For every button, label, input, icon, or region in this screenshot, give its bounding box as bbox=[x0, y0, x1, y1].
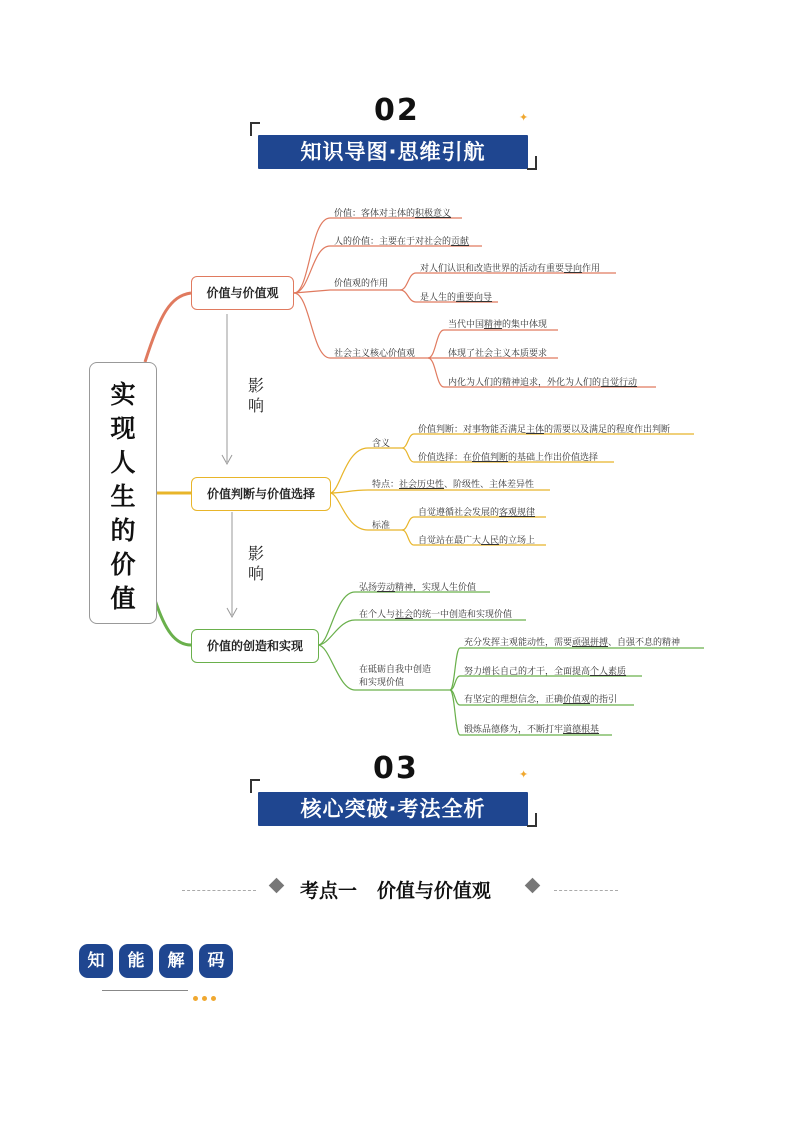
root-char: 实 bbox=[110, 380, 136, 409]
leaf-text: 努力增长自己的才干，全面提高个人素质 bbox=[464, 667, 627, 677]
leaf-text: 自觉遵循社会发展的客观规律 bbox=[418, 508, 536, 518]
leaf-text: 内化为人们的精神追求，外化为人们的自觉行动 bbox=[448, 378, 638, 388]
branch-node-creation: 价值的创造和实现 bbox=[191, 629, 319, 663]
leaf-text: 是人生的重要向导 bbox=[420, 293, 493, 303]
leaf-text: 价值判断：对事物能否满足主体的需要以及满足的程度作出判断 bbox=[418, 425, 671, 435]
leaf-text: 对人们认识和改造世界的活动有重要导向作用 bbox=[420, 264, 601, 274]
root-char: 人 bbox=[110, 448, 136, 477]
branch-node-judgment: 价值判断与价值选择 bbox=[191, 477, 331, 511]
diamond-icon bbox=[269, 878, 285, 894]
leaf-text: 价值：客体对主体的积极意义 bbox=[334, 209, 452, 219]
root-char: 的 bbox=[110, 516, 136, 545]
leaf-text: 弘扬劳动精神，实现人生价值 bbox=[359, 583, 477, 593]
divider-line-right bbox=[554, 890, 618, 891]
branch-node-value: 价值与价值观 bbox=[191, 276, 294, 310]
leaf-text: 价值选择：在价值判断的基础上作出价值选择 bbox=[418, 453, 599, 463]
bracket-corner bbox=[527, 813, 537, 827]
sparkle-icon: ✦ bbox=[519, 768, 529, 781]
influence-label: 影 响 bbox=[248, 544, 265, 583]
leaf-text: 含义 bbox=[372, 439, 391, 449]
sparkle-icon: ✦ bbox=[519, 111, 529, 124]
leaf-text: 在个人与社会的统一中创造和实现价值 bbox=[359, 610, 513, 620]
section-2-banner: 知识导图·思维引航 bbox=[258, 135, 528, 169]
divider-line-left bbox=[182, 890, 256, 891]
leaf-text: 在砥砺自我中创造 和实现价值 bbox=[359, 665, 432, 688]
zhineng-badge: 解 bbox=[159, 944, 193, 978]
zhineng-badge: 知 bbox=[79, 944, 113, 978]
zhineng-badge: 能 bbox=[119, 944, 153, 978]
section-3-number: 03 bbox=[373, 751, 419, 786]
bracket-corner bbox=[250, 779, 260, 793]
leaf-text: 有坚定的理想信念，正确价值观的指引 bbox=[464, 695, 618, 705]
zhineng-underline bbox=[102, 990, 188, 991]
dots-icon bbox=[193, 986, 216, 1005]
leaf-text: 社会主义核心价值观 bbox=[334, 349, 416, 359]
root-char: 生 bbox=[110, 482, 136, 511]
section-3-banner: 核心突破·考法全析 bbox=[258, 792, 528, 826]
leaf-text: 当代中国精神的集中体现 bbox=[448, 320, 548, 330]
leaf-text: 体现了社会主义本质要求 bbox=[448, 349, 548, 359]
root-char: 价 bbox=[110, 550, 136, 579]
leaf-text: 价值观的作用 bbox=[334, 279, 389, 289]
diamond-icon bbox=[525, 878, 541, 894]
leaf-text: 人的价值：主要在于对社会的贡献 bbox=[334, 237, 470, 247]
leaf-text: 充分发挥主观能动性，需要顽强拼搏、自强不息的精神 bbox=[464, 638, 681, 648]
root-char: 现 bbox=[110, 414, 136, 443]
mindmap-root bbox=[89, 362, 157, 624]
leaf-text: 标准 bbox=[372, 521, 391, 531]
leaf-text: 特点：社会历史性、阶级性、主体差异性 bbox=[372, 480, 535, 490]
kaodian-title: 考点一 价值与价值观 bbox=[300, 880, 491, 902]
leaf-text: 自觉站在最广大人民的立场上 bbox=[418, 536, 536, 546]
section-2-number: 02 bbox=[374, 93, 420, 128]
leaf-text: 锻炼品德修为，不断打牢道德根基 bbox=[464, 725, 600, 735]
root-char: 值 bbox=[110, 584, 136, 613]
zhineng-badge: 码 bbox=[199, 944, 233, 978]
influence-label: 影 响 bbox=[248, 376, 265, 415]
